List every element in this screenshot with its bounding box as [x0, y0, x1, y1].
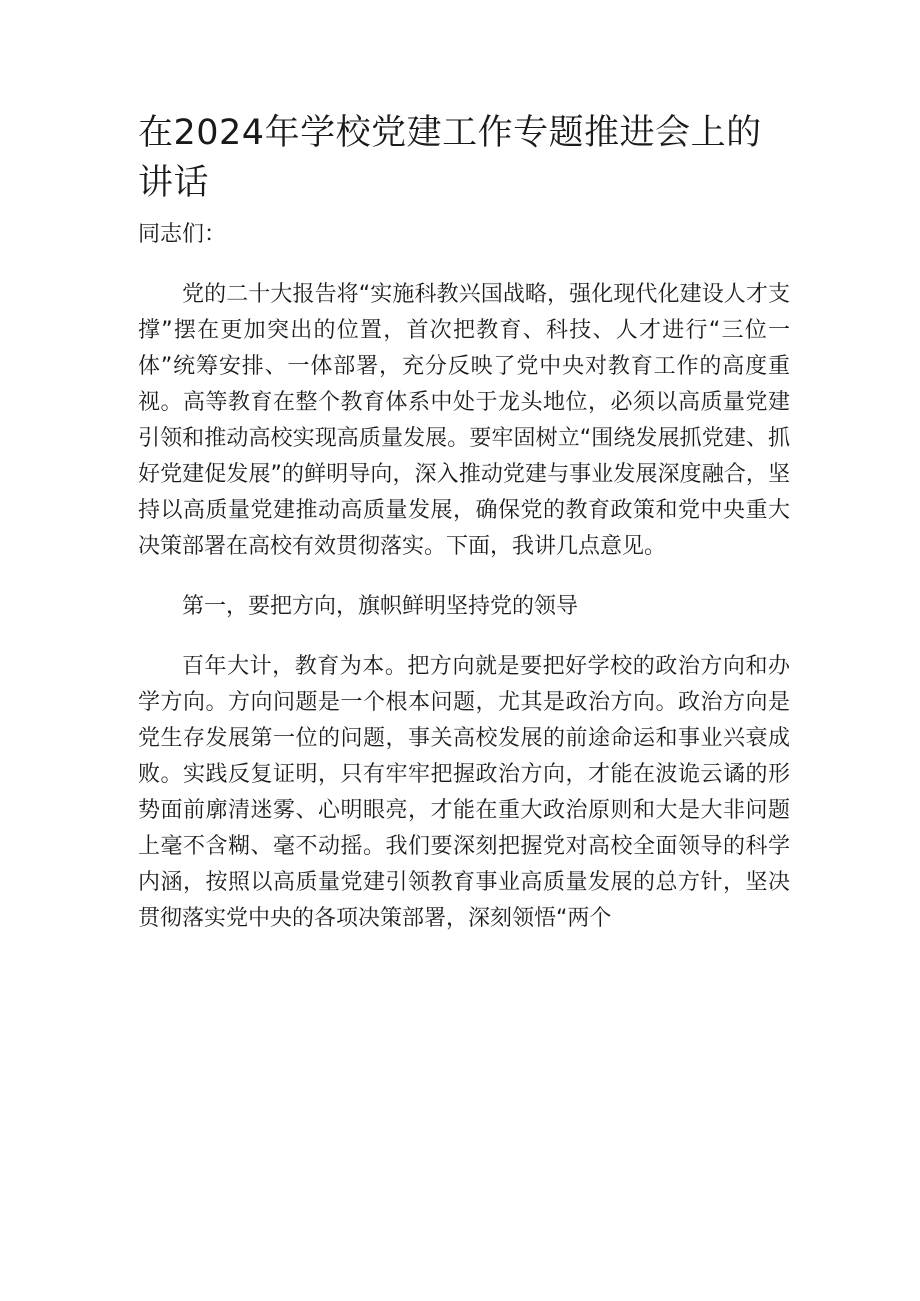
- paragraph-intro: 党的二十大报告将“实施科教兴国战略，强化现代化建设人才支撑”摆在更加突出的位置，首次把教育、科技、人才进行“三位一体”统筹安排、一体部署，充分反映了党中央对教育工作的高度重视。高等教育在整个教育体系中处于龙头地位，必须以高质量党建引领和推动高校实现高质量发展。要牢固树立“围绕发展抓党建、抓好党建促发展”的鲜明导向，深入推动党建与事业发展深度融合，坚持以高质量党建推动高质量发展，确保党的教育政策和党中央重大决策部署在高校有效贯彻落实。下面，我讲几点意见。: [138, 282, 790, 559]
- paragraph-section-1: 百年大计，教育为本。把方向就是要把好学校的政治方向和办学方向。方向问题是一个根本问题，尤其是政治方向。政治方向是党生存发展第一位的问题，事关高校发展的前途命运和事业兴衰成败。实践反复证明，只有牢牢把握政治方向，才能在波诡云谲的形势面前廓清迷雾、心明眼亮，才能在重大政治原则和大是大非问题上毫不含糊、毫不动摇。我们要深刻把握党对高校全面领导的科学内涵，按照以高质量党建引领教育事业高质量发展的总方针，坚决贯彻落实党中央的各项决策部署，深刻领悟“两个: [138, 654, 790, 931]
- document-title: 在2024年学校党建工作专题推进会上的讲话: [138, 113, 762, 203]
- document-page: [138, 108, 790, 961]
- section-heading-1: 第一，要把方向，旗帜鲜明坚持党的领导: [182, 594, 579, 619]
- salutation: 同志们：: [138, 222, 227, 247]
